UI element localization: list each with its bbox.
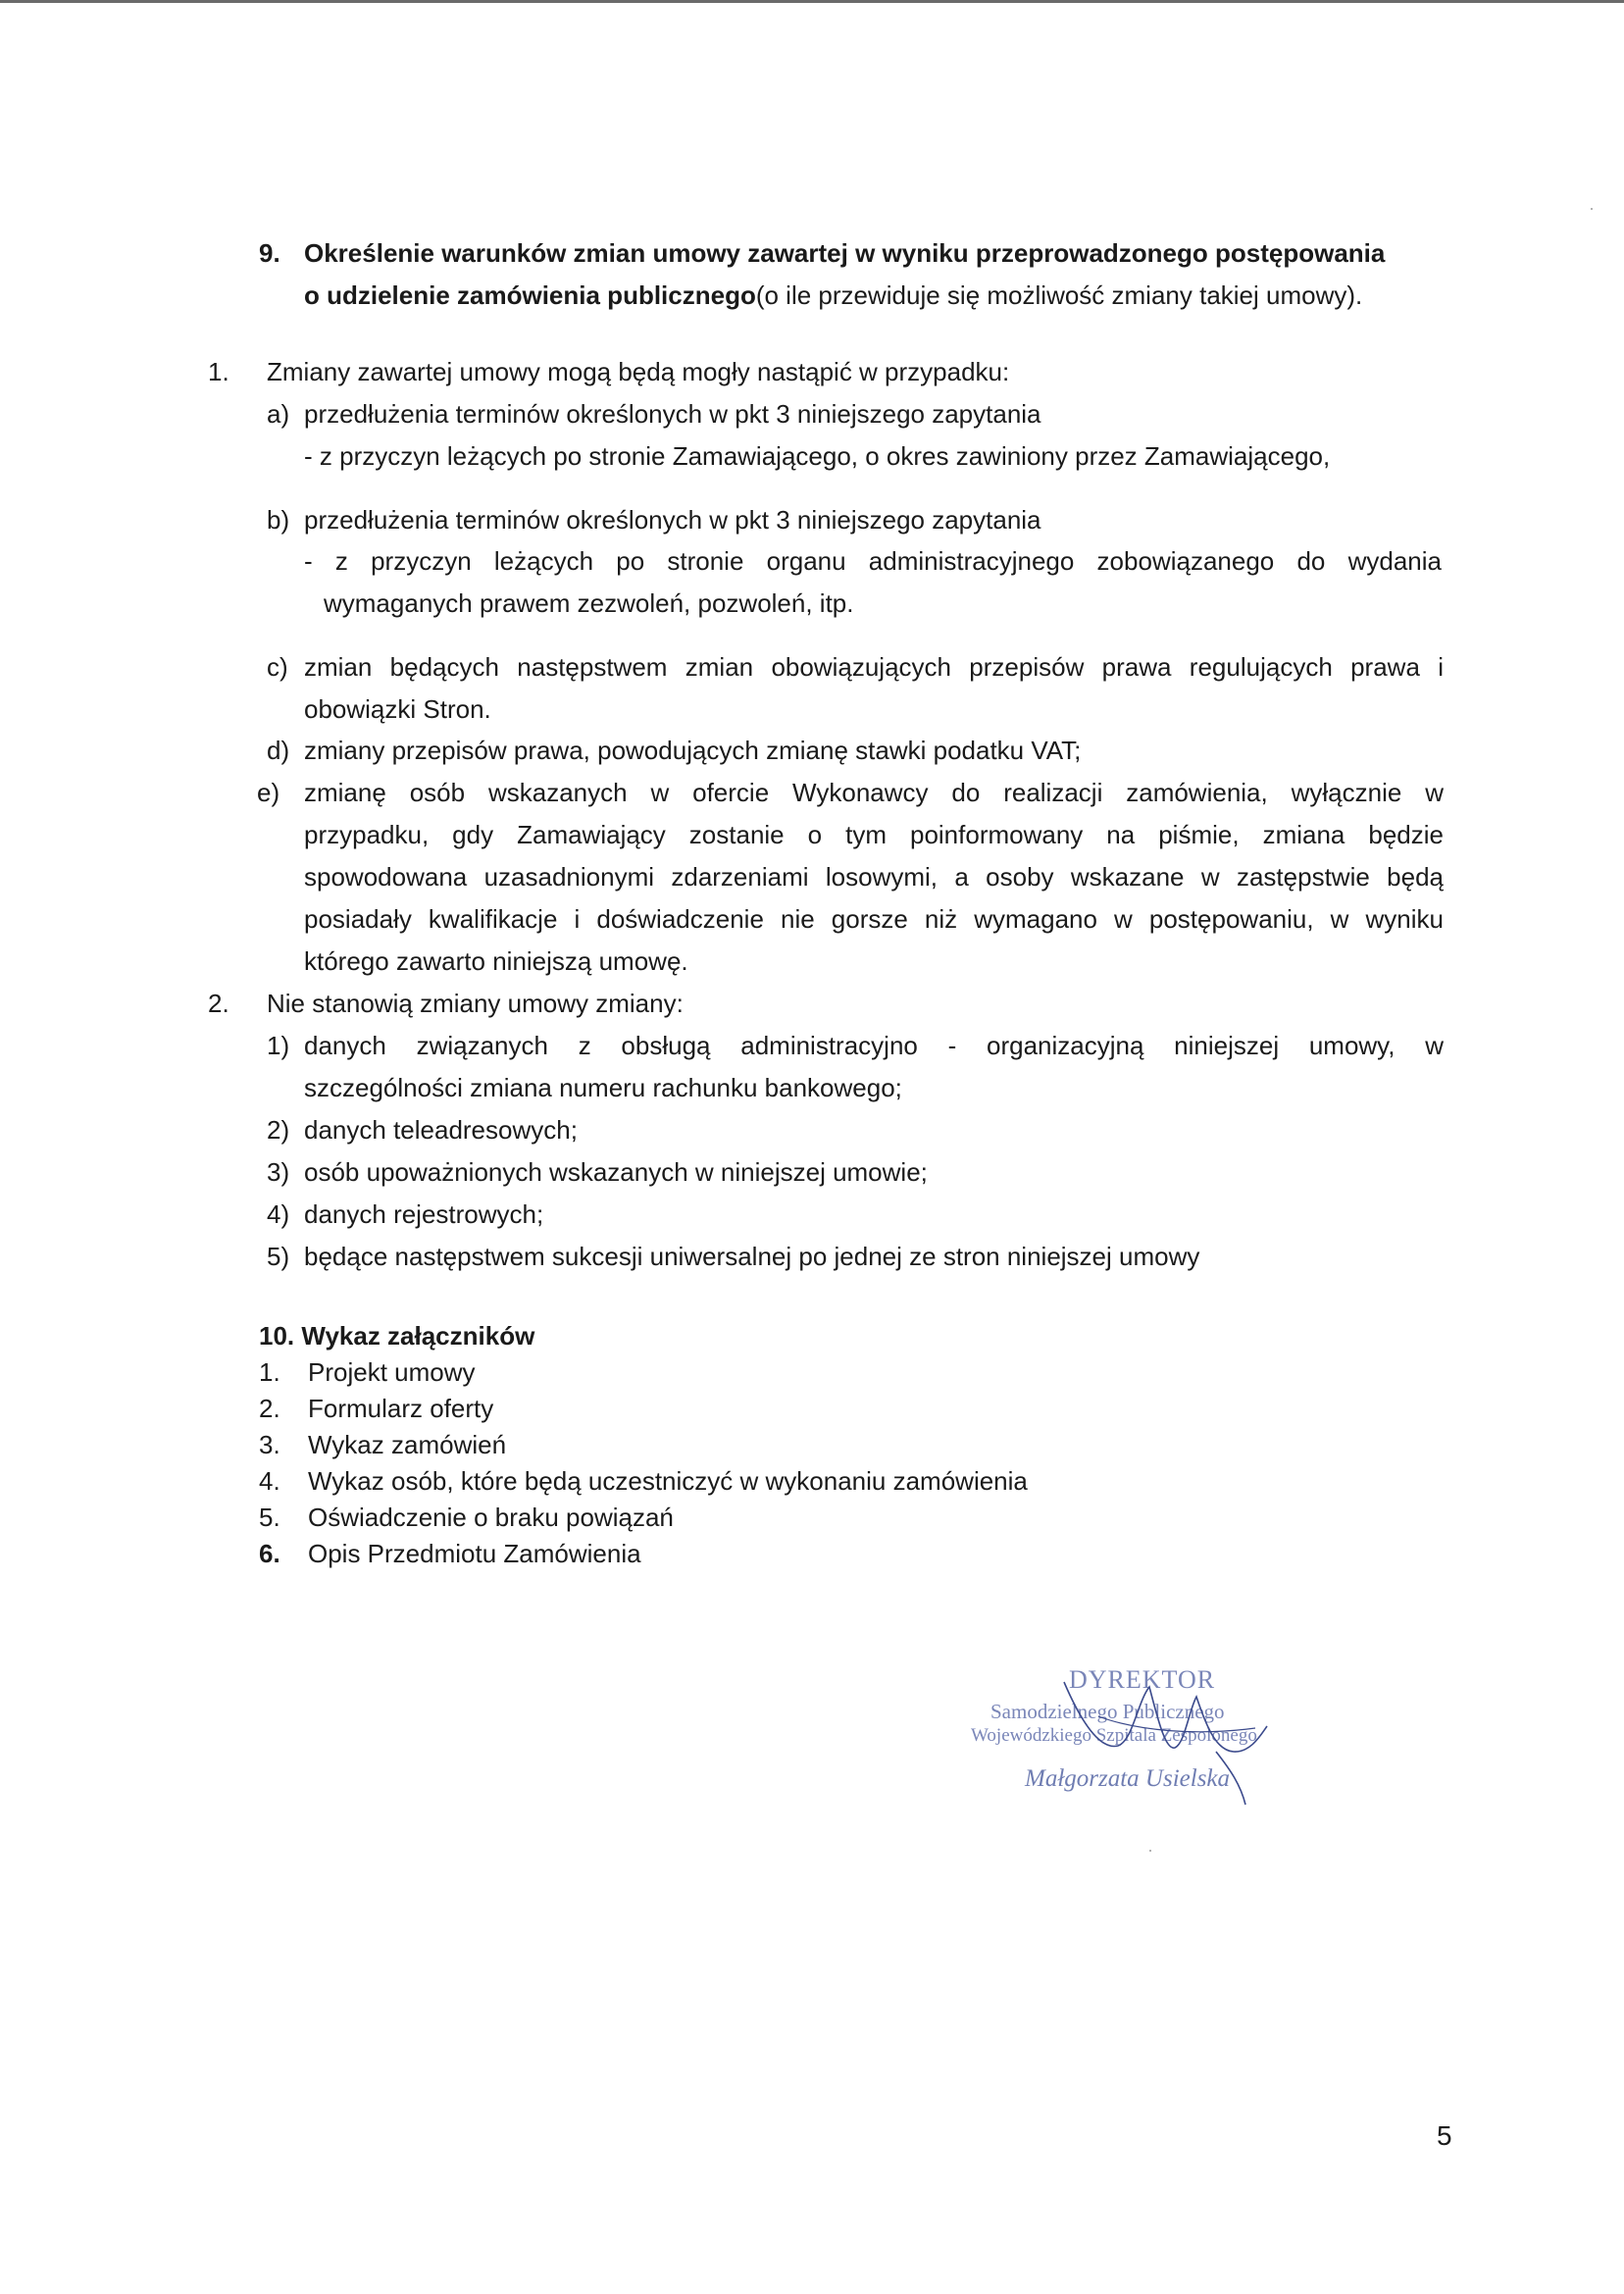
item-2-4-line1: danych rejestrowych; — [304, 1199, 544, 1229]
section-10-title: 10. Wykaz załączników — [259, 1321, 535, 1351]
attachment-2-number: 2. — [259, 1394, 280, 1423]
stamp-line-2: Samodzielnego Publicznego — [990, 1700, 1225, 1723]
item-a-label: a) — [267, 399, 290, 429]
attachment-5-number: 5. — [259, 1503, 280, 1532]
attachment-6-text: Opis Przedmiotu Zamówienia — [308, 1539, 641, 1568]
item-2-5-label: 5) — [267, 1242, 290, 1271]
attachment-4-number: 4. — [259, 1466, 280, 1496]
attachment-4-text: Wykaz osób, które będą uczestniczyć w wykonaniu zamówienia — [308, 1466, 1028, 1496]
scan-speck — [1591, 208, 1593, 210]
page-top-edge — [0, 0, 1624, 3]
section-9-title-line2 — [304, 280, 1362, 311]
attachment-2-text: Formularz oferty — [308, 1394, 494, 1423]
item-d-line1: zmiany przepisów prawa, powodujących zmianę stawki podatku VAT; — [304, 736, 1082, 765]
item-2-3-line1: osób upoważnionych wskazanych w niniejszej umowie; — [304, 1157, 928, 1187]
item-d-label: d) — [267, 736, 290, 765]
point-2-text: Nie stanowią zmiany umowy zmiany: — [267, 989, 684, 1018]
item-a-line1: przedłużenia terminów określonych w pkt 3 niniejszego zapytania — [304, 399, 1041, 429]
attachment-1-number: 1. — [259, 1357, 280, 1387]
stamp-line-1: DYREKTOR — [1069, 1665, 1216, 1694]
item-a-line2: - z przyczyn leżących po stronie Zamawiającego, o okres zawiniony przez Zamawiającego, — [304, 441, 1331, 471]
signer-name: Małgorzata Usielska — [1025, 1765, 1231, 1792]
attachment-3-text: Wykaz zamówień — [308, 1430, 507, 1459]
item-c-label: c) — [267, 652, 288, 682]
item-c-line2: obowiązki Stron. — [304, 694, 491, 724]
attachment-1-text: Projekt umowy — [308, 1357, 476, 1387]
item-2-2-line1: danych teleadresowych; — [304, 1115, 578, 1145]
item-b-line1: przedłużenia terminów określonych w pkt 3 niniejszego zapytania — [304, 505, 1041, 535]
item-b-line2: - z przyczyn leżących po stronie organu administracyjnego zobowiązanego do wydania — [304, 546, 1442, 576]
point-2-number: 2. — [208, 989, 229, 1018]
stamp-line-3: Wojewódzkiego Szpitala Zespolonego — [971, 1725, 1257, 1746]
item-e-line2: przypadku, gdy Zamawiający zostanie o tym poinformowany na piśmie, zmiana będzie — [304, 820, 1444, 849]
item-2-1-line1: danych związanych z obsługą administracyjno - organizacyjną niniejszej umowy, w — [304, 1031, 1444, 1060]
item-e-line4: posiadały kwalifikacje i doświadczenie nie gorsze niż wymagano w postępowaniu, w wyniku — [304, 904, 1444, 934]
section-9-number: 9. — [259, 238, 280, 268]
scan-speck — [1149, 1850, 1151, 1852]
item-e-line3: spowodowana uzasadnionymi zdarzeniami losowymi, a osoby wskazane w zastępstwie będą — [304, 862, 1444, 892]
item-e-label: e) — [257, 778, 280, 807]
item-b-line3: wymaganych prawem zezwoleń, pozwoleń, itp. — [324, 588, 854, 618]
point-1-text: Zmiany zawartej umowy mogą będą mogły nastąpić w przypadku: — [267, 357, 1010, 386]
item-2-2-label: 2) — [267, 1115, 290, 1145]
page-number: 5 — [1437, 2120, 1452, 2151]
item-b-label: b) — [267, 505, 290, 535]
item-2-1-label: 1) — [267, 1031, 290, 1060]
point-1-number: 1. — [208, 357, 229, 386]
item-e-line5: którego zawarto niniejszą umowę. — [304, 946, 688, 976]
item-c-line1: zmian będących następstwem zmian obowiązujących przepisów prawa regulujących prawa i — [304, 652, 1444, 682]
section-9-title-note: (o ile przewiduje się możliwość zmiany takiej umowy). — [755, 280, 1363, 310]
section-9-title-bold: o udzielenie zamówienia publicznego — [304, 280, 756, 310]
item-2-1-line2: szczególności zmiana numeru rachunku bankowego; — [304, 1073, 902, 1102]
attachment-3-number: 3. — [259, 1430, 280, 1459]
section-9-title-line1: Określenie warunków zmian umowy zawartej w wyniku przeprowadzonego postępowania — [304, 238, 1386, 268]
attachment-5-text: Oświadczenie o braku powiązań — [308, 1503, 674, 1532]
item-2-3-label: 3) — [267, 1157, 290, 1187]
item-2-5-line1: będące następstwem sukcesji uniwersalnej po jednej ze stron niniejszej umowy — [304, 1242, 1200, 1271]
item-e-line1: zmianę osób wskazanych w ofercie Wykonawcy do realizacji zamówienia, wyłącznie w — [304, 778, 1444, 807]
item-2-4-label: 4) — [267, 1199, 290, 1229]
attachment-6-number: 6. — [259, 1539, 280, 1568]
